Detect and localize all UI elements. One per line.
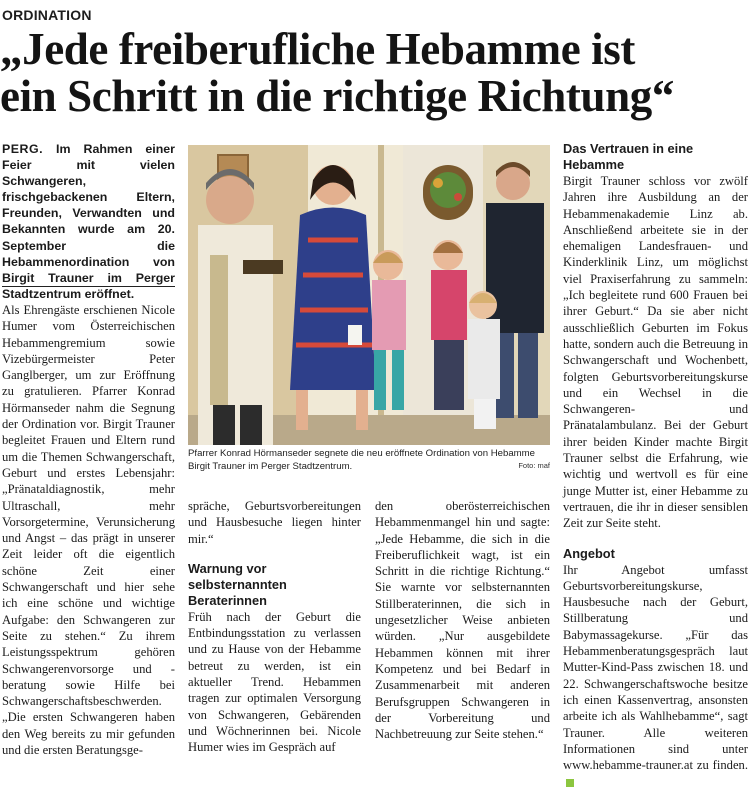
photo-illustration [188, 145, 550, 445]
column-4-subhead-1: Das Vertrauen in eine Hebamme [563, 141, 694, 172]
lead-divider [2, 286, 175, 287]
column-1-text: Als Ehrengäste erschienen Nicole Humer vom Österreichischen Hebammengremium sowie Vizebürgermeister Peter Ganglberger, um zur Eröffnung zu gratulieren. Pfarrer Konrad Hörmanseder nahm die Segnung der Ordination vor. Birgit Trauner begleitet Frauen und Eltern rund um die Themen Schwangerschaft, Geburt und erstes Lebensjahr: „Pränataldiagnostik, mehr Ultraschall, mehr Vorsorgetermine, Verunsicherung und Angst – das prägt in unserer Zeit leider oft die eigentlich schöne Zeit einer Schwangerschaft und hier sehe ich eine schöne und wichtige Aufgabe: den Schwangeren zur Seite zu stehen.“ Zu ihrem Leistungsspektrum gehören Schwangerenvorsorge und -beratung sowie Hilfe bei Schwangerschaftsbeschwerden. „Die ersten Schwangeren haben den Weg bereits zu mir gefunden und die ersten Beratungsge- [2, 303, 175, 758]
dateline: PERG. [2, 142, 44, 156]
headline-line-1: „Jede freiberufliche Hebamme ist [0, 24, 635, 74]
column-4-text-1: Birgit Trauner schloss vor zwölf Jahren ihre Ausbildung an der Hebammenakademie Linz ab. Anschließend arbeitete sie in der ehemaligen Landesfrauen- und Kinderklinik Linz, um möglichst viel Praxiserfahrung zu sammeln: „Ich begleitete rund 600 Frauen bei ihrer Geburt.“ Da sie aber nicht ausschließlich Geburten im Fokus hatte, sondern auch die Betreuung in Schwangerschaft und Wochenbett, folgten Geburtsvorbereitungskurse und ein Wechsel in die Schwangeren- und Pränatalambulanz. Bei der Geburt ihrer beiden Kinder machte Birgit Trauner selbst die Erfahrung, wie wichtig und wertvoll es für eine junge Mutter ist, einer Hebamme zu vertrauen, die ihr in dieser sensiblen Zeit zur Seite steht. [563, 174, 748, 531]
column-3 [375, 498, 550, 742]
column-2-text-2: Früh nach der Geburt die Entbindungsstation zu verlassen und zu Hause von der Hebamme betreut zu werden, ist ein aktueller Trend. Hebammen tragen zur optimalen Versorgung von Schwangeren, Gebärenden und Wöchnerinnen bei. Nicole Humer wies im Gespräch auf [188, 609, 361, 755]
headline [0, 26, 752, 120]
photo-caption [188, 447, 550, 473]
section-label: ORDINATION [2, 7, 92, 23]
column-1-body [2, 302, 175, 758]
column-4-text-2 [563, 562, 748, 790]
column-2 [188, 498, 361, 756]
column-2-text-1: spräche, Geburtsvorbereitungen und Hausbesuche liegen hinter mir.“ [188, 499, 361, 546]
column-3-text: den oberösterreichischen Hebammenmangel hin und sagte: „Jede Hebamme, die sich in die Freiberuflichkeit wagt, ist ein Schritt in die richtige Richtung.“ Sie warnte vor selbsternannten Stillberaterinnen, die sich in ungesetzlicher Weise anbieten würden. „Nur ausgebildete Hebammen können mit ihrer Kompetenz und bei Bedarf in Zusammenarbeit mit anderen Berufsgruppen Schwangeren in der Vorbereitung und Nachbetreuung zur Seite stehen.“ [375, 499, 550, 742]
photo-credit: Foto: maf [518, 461, 550, 470]
column-4-text-2-content: Ihr Angebot umfasst Geburtsvorbereitungskurse, Hausbesuche nach der Geburt, Stillberatung und Babymassagekurse. „Für das Hebammenberatungsgespräch laut Mutter-Kind-Pass zwischen 18. und 22. Schwangerschaftswoche besitze ich einen Kassenvertrag, ansonsten arbeite ich als Wahlhebamme“, sagt Trauner. Alle weiteren Informationen sind unter www.hebamme-trauner.at zu finden. [563, 562, 748, 773]
lead-text: Im Rahmen einer Feier mit vielen Schwangeren, frischgebackenen Eltern, Freunden, Verwandten und Bekannten wurde am 20. September die Hebammenordination von Birgit Trauner im Perger Stadtzentrum eröffnet. [2, 142, 175, 301]
article-end-mark [566, 779, 574, 787]
headline-line-2: ein Schritt in die richtige Richtung“ [0, 71, 674, 121]
article-photo [188, 145, 550, 445]
column-2-subhead: Warnung vor selbsternannten Beraterinnen [188, 560, 287, 608]
column-4 [563, 141, 748, 790]
column-4-subhead-2: Angebot [563, 545, 615, 561]
lead-paragraph [2, 141, 175, 302]
photo-caption-text: Pfarrer Konrad Hörmanseder segnete die neu eröffnete Ordination von Hebamme Birgit Trauner im Perger Stadtzentrum. [188, 448, 535, 472]
